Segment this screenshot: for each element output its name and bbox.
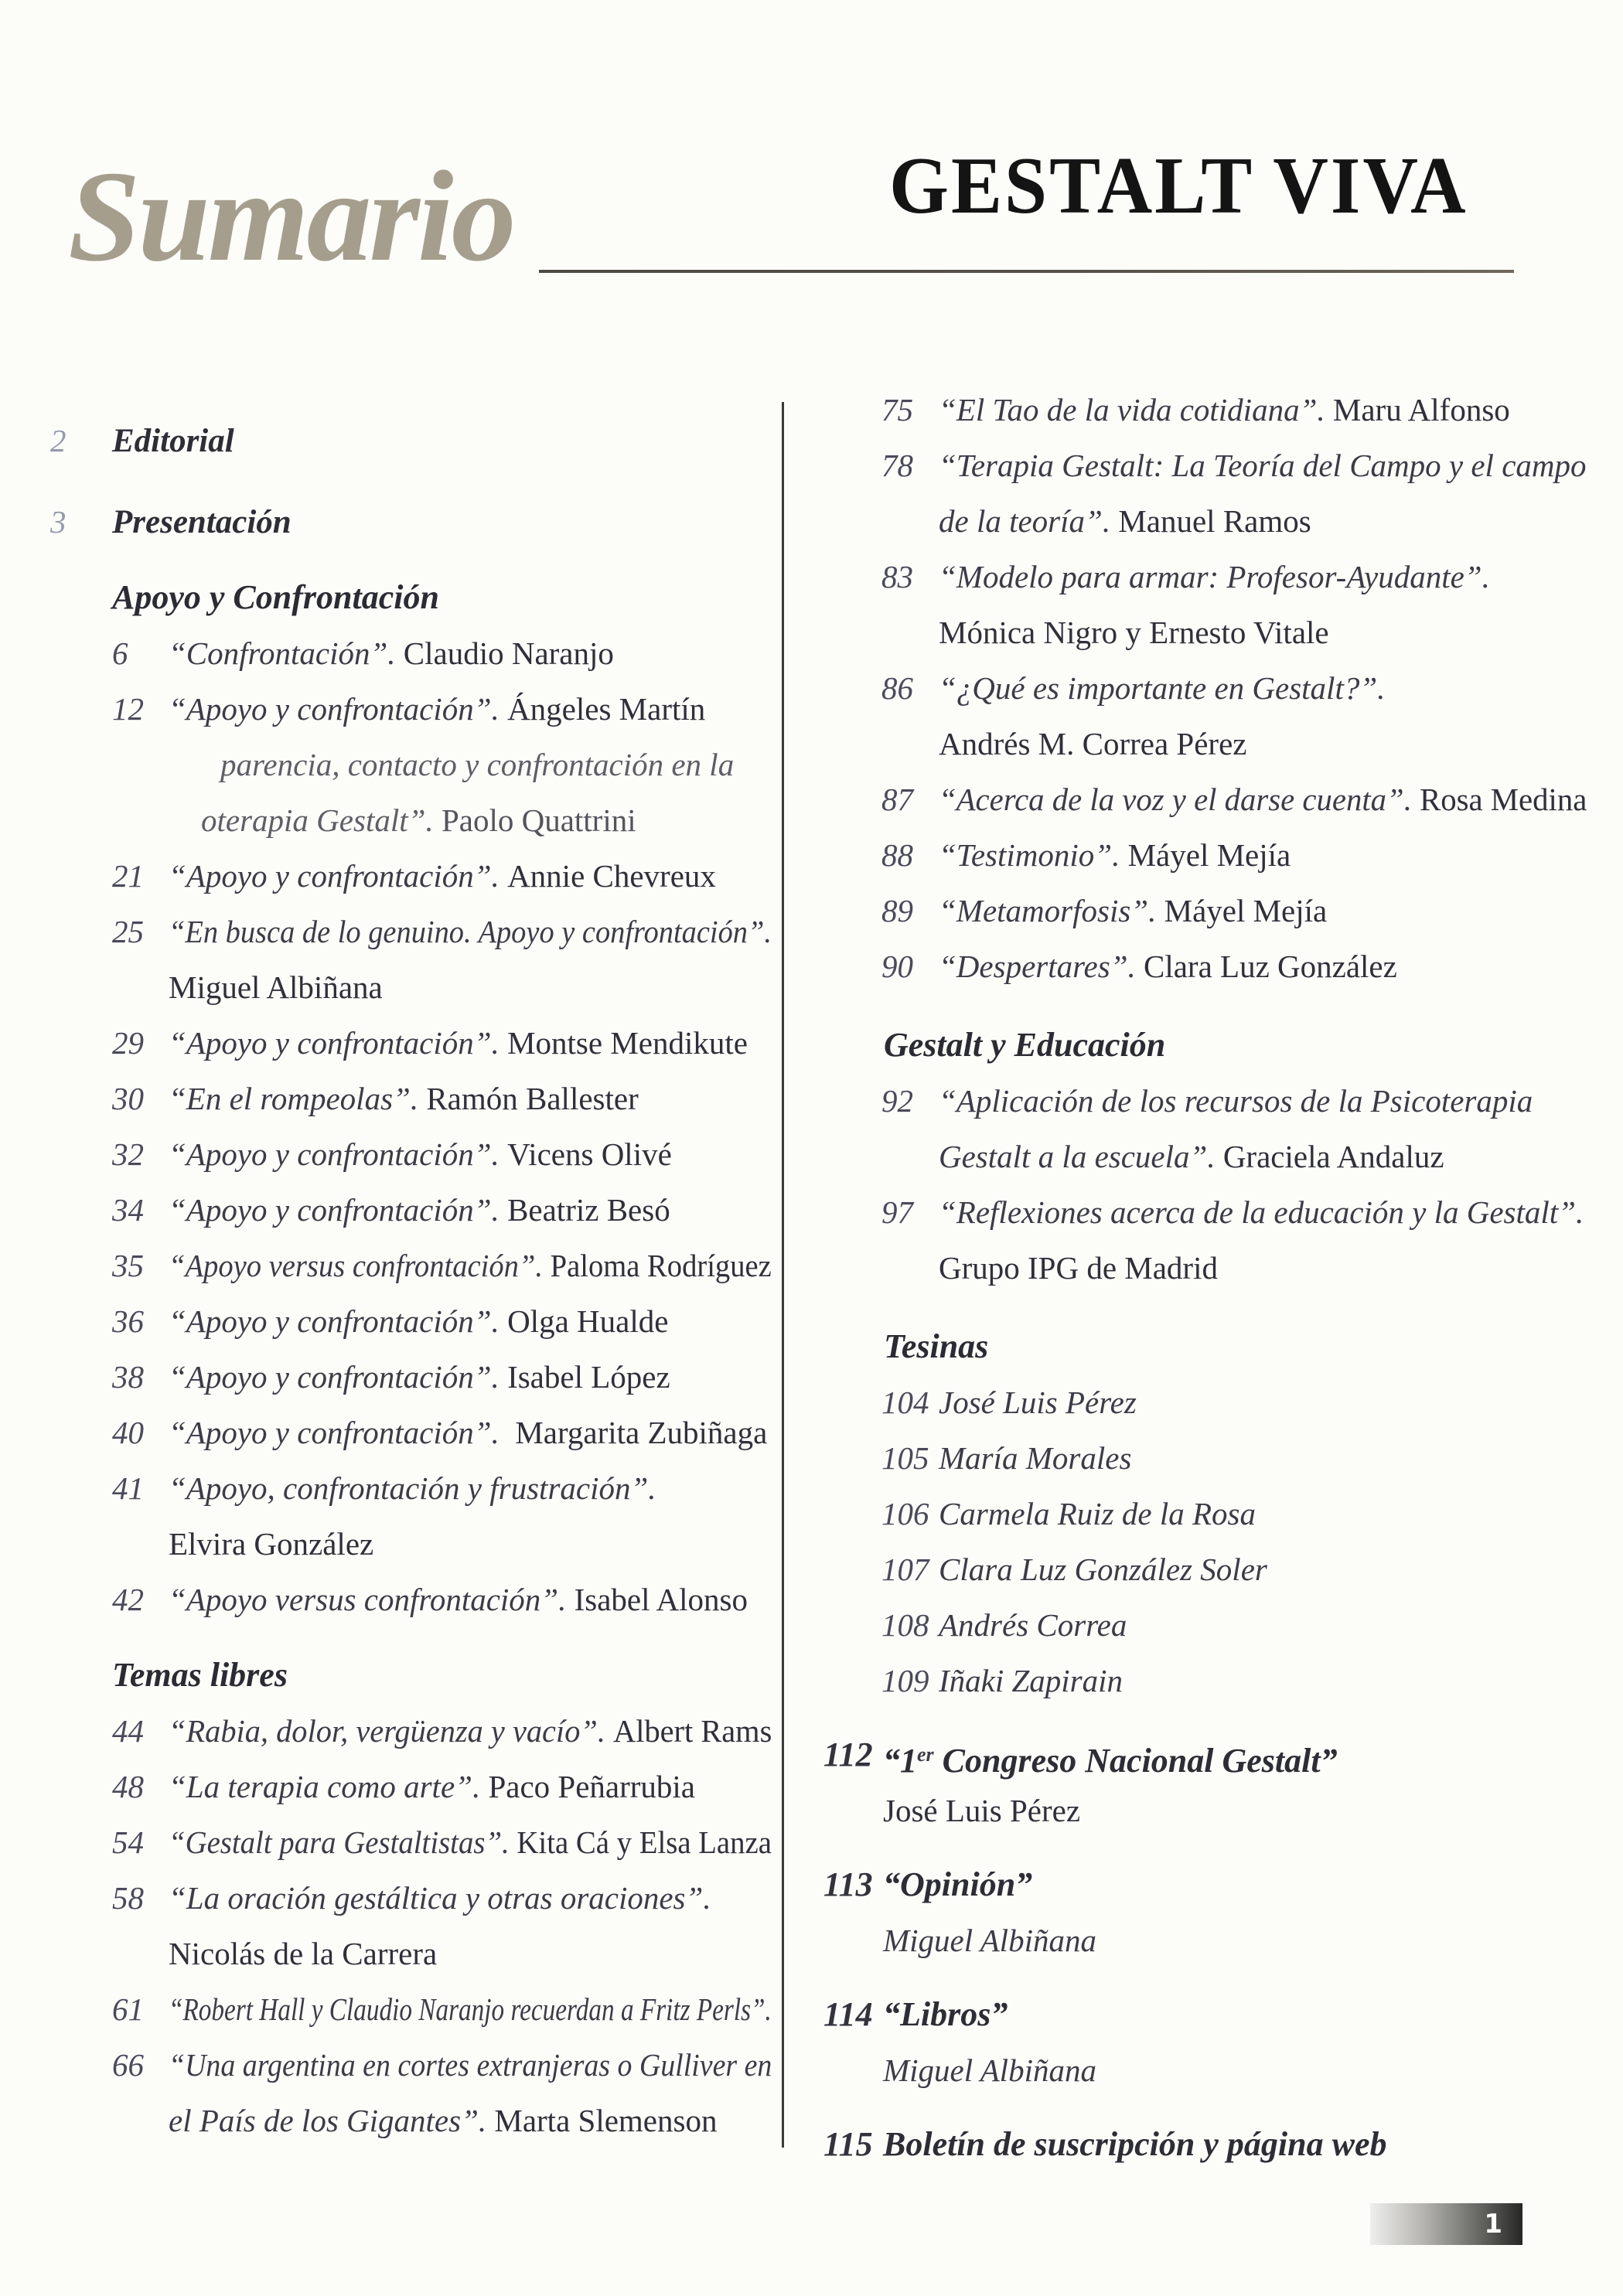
entry-line (883, 1727, 1338, 1789)
entry-line (939, 1430, 1131, 1486)
page-ref: 113 (823, 1865, 873, 1903)
entry-line (939, 938, 1397, 994)
article-author: Miguel Albiñana (169, 969, 383, 1005)
article-title: “Despertares”. (939, 949, 1144, 984)
section-header: Temas libres (112, 1656, 288, 1694)
entry-line (939, 1073, 1533, 1129)
entry-line (939, 549, 1490, 605)
entry-line (939, 716, 1246, 772)
page-ref: 34 (112, 1192, 144, 1228)
article-title: Boletín de suscripción y página web (883, 2125, 1387, 2163)
page-number: 1 (1484, 2209, 1502, 2240)
toc-entry (823, 1541, 1589, 1597)
page-ref: 61 (112, 1991, 144, 2027)
entry-line (883, 2117, 1386, 2172)
page-ref: 78 (881, 448, 913, 483)
page-ref: 114 (823, 1995, 873, 2033)
entry-line (939, 660, 1385, 716)
article-author: María Morales (939, 1440, 1132, 1476)
article-author: Ramón Ballester (426, 1081, 639, 1116)
page-ref: 108 (881, 1607, 929, 1643)
entry-line (883, 1913, 1096, 1968)
entry-line (169, 1981, 772, 2037)
article-author: Iñaki Zapirain (939, 1663, 1123, 1698)
toc-entry-row (939, 1240, 1589, 1296)
entry-line (883, 1987, 1008, 2042)
page-ref: 58 (112, 1880, 144, 1916)
article-author: Elvira González (169, 1526, 374, 1562)
article-title: “Apoyo y confrontación”. (169, 1192, 508, 1228)
toc-entry (823, 827, 1589, 883)
entry-line (939, 1375, 1137, 1430)
article-author: Miguel Albiñana (883, 2052, 1096, 2088)
toc-entry-row (881, 549, 1589, 605)
toc-entry (823, 1857, 1589, 1968)
toc-entry (50, 1870, 782, 1981)
entry-line (939, 883, 1327, 938)
entry-line (939, 1184, 1584, 1240)
toc-entry-row (881, 660, 1589, 716)
toc-entry (50, 904, 782, 1015)
page-ref: 21 (112, 858, 144, 894)
article-author: Marta Slemenson (494, 2103, 718, 2138)
toc-entry (50, 2037, 782, 2148)
toc-entry (823, 1727, 1589, 1838)
article-title: “Metamorfosis”. (939, 893, 1164, 928)
toc-entry-row (883, 1783, 1589, 1838)
toc-entry-row (112, 1126, 782, 1182)
toc-entry-row (169, 1516, 782, 1572)
entry-line (169, 1182, 670, 1238)
page-ref: 83 (881, 559, 913, 594)
page-ref: 40 (112, 1415, 144, 1450)
toc-entry (50, 1349, 782, 1405)
article-author: Manuel Ramos (1118, 503, 1311, 539)
front-matter-item (50, 494, 782, 550)
entry-line (220, 737, 734, 792)
entry-line (939, 1486, 1256, 1541)
toc-entry (50, 1405, 782, 1460)
toc-entry-row (201, 792, 782, 848)
entry-line (939, 1129, 1444, 1184)
page-ref: 32 (112, 1136, 144, 1172)
page-ref: 35 (112, 1248, 144, 1283)
page-ref: 25 (112, 914, 144, 949)
toc-entry-row (939, 716, 1589, 772)
toc-entry-row (112, 904, 782, 959)
entry-line (939, 438, 1587, 493)
toc-entry-row (112, 1015, 782, 1071)
article-author: Beatriz Besó (507, 1192, 670, 1228)
entry-line (169, 904, 772, 959)
toc-entry (823, 1987, 1589, 2098)
page-ref: 38 (112, 1359, 144, 1395)
article-title: “Apoyo y confrontación”. (169, 1025, 508, 1061)
front-matter-label: Editorial (112, 423, 234, 459)
article-author: Annie Chevreux (507, 858, 716, 894)
article-author: Paco Peñarrubia (488, 1769, 695, 1804)
page-ref: 29 (112, 1025, 144, 1061)
toc-entry-row (881, 883, 1589, 938)
article-title: “El Tao de la vida cotidiana”. (939, 392, 1333, 428)
entry-line (169, 1293, 668, 1349)
toc-entry-row (112, 848, 782, 904)
toc-entry (823, 382, 1589, 438)
toc-entry (50, 1460, 782, 1572)
toc-entry-row (823, 1987, 1589, 2042)
article-author: Maru Alfonso (1332, 392, 1510, 428)
toc-entry (823, 2117, 1589, 2172)
toc-entry-row (112, 681, 782, 737)
toc-entry (823, 1430, 1589, 1486)
article-author: Kita Cá y Elsa Lanza (517, 1824, 772, 1860)
toc-entry-row (823, 2117, 1589, 2172)
toc-entry-row (169, 2093, 782, 2148)
entry-line (169, 848, 716, 904)
page-ref: 66 (112, 2047, 144, 2083)
toc-entry-row (939, 605, 1589, 660)
page-ref: 115 (823, 2125, 873, 2163)
entry-line (169, 1703, 772, 1759)
article-author: Nicolás de la Carrera (169, 1936, 438, 1971)
toc-entry-row (881, 1375, 1589, 1430)
brand-logotype: GESTALT VIVA (889, 141, 1468, 231)
article-author: Margarita Zubiñaga (515, 1415, 768, 1450)
entry-line (169, 681, 705, 737)
toc-entry-row (881, 1486, 1589, 1541)
toc-entry-row (883, 2042, 1589, 2098)
article-title: oterapia Gestalt”. (201, 802, 442, 838)
entry-line (939, 1541, 1267, 1597)
article-author: Grupo IPG de Madrid (939, 1250, 1218, 1286)
toc-entry (50, 1759, 782, 1814)
toc-entry (50, 1126, 782, 1182)
article-author: Olga Hualde (507, 1303, 669, 1339)
toc-entry (50, 1703, 782, 1759)
page-ref: 104 (881, 1385, 929, 1420)
entry-line (939, 605, 1329, 660)
article-title: “Terapia Gestalt: La Teoría del Campo y el campo (939, 448, 1587, 483)
entry-line (939, 382, 1510, 438)
article-author: Isabel López (507, 1359, 670, 1395)
toc-entry-row (112, 1870, 782, 1926)
page-ref: 112 (823, 1736, 873, 1773)
entry-line (939, 1653, 1123, 1708)
toc-entry-row (881, 1073, 1589, 1129)
entry-line (169, 1870, 711, 1926)
article-author: Isabel Alonso (574, 1582, 748, 1617)
page-ref: 105 (881, 1440, 929, 1476)
article-title: “Apoyo y confrontación”. (169, 1303, 508, 1339)
toc-entry-row (112, 1814, 782, 1870)
page-ref: 30 (112, 1081, 144, 1116)
article-title: “1 (883, 1742, 917, 1780)
entry-line (169, 1405, 767, 1460)
page-ref: 107 (881, 1552, 929, 1587)
article-author: José Luis Pérez (883, 1793, 1081, 1828)
toc-entry-row (112, 2037, 782, 2093)
entry-line (939, 1240, 1218, 1296)
toc-entry (50, 1238, 782, 1293)
toc-entry-row (112, 1460, 782, 1516)
entry-line (169, 1071, 639, 1126)
article-title: Congreso Nacional Gestalt” (933, 1742, 1338, 1780)
article-author: Andrés Correa (939, 1607, 1127, 1643)
article-title: “Apoyo, confrontación y frustración”. (169, 1470, 656, 1506)
toc-entry-row (881, 1597, 1589, 1653)
toc-entry (50, 1015, 782, 1071)
article-title: “Apoyo y confrontación”. (169, 1136, 508, 1172)
toc-entry (823, 1597, 1589, 1653)
page-ref: 86 (881, 670, 913, 706)
page-ref: 92 (881, 1083, 913, 1119)
toc-entry-row (939, 1129, 1589, 1184)
article-title: “Apoyo y confrontación”. (169, 691, 508, 727)
toc-left-column (50, 413, 782, 2148)
ordinal-suffix: er (917, 1743, 934, 1766)
article-author: Clara Luz González (1144, 949, 1397, 984)
toc-entry (50, 1182, 782, 1238)
page-number-badge (1370, 2203, 1522, 2245)
toc-entry-row (881, 382, 1589, 438)
article-author: José Luis Pérez (939, 1385, 1137, 1420)
article-title: “Apoyo versus confrontación”. (169, 1248, 551, 1283)
entry-line (169, 625, 614, 681)
toc-entry-row (881, 1184, 1589, 1240)
toc-entry-row (112, 1293, 782, 1349)
article-author: Paolo Quattrini (441, 802, 636, 838)
article-title: “Apoyo y confrontación”. (169, 858, 508, 894)
toc-entry-row (881, 772, 1589, 827)
article-title: “Gestalt para Gestaltistas”. (169, 1824, 517, 1860)
toc-entry (50, 1814, 782, 1870)
front-matter-label: Presentación (112, 504, 292, 540)
article-author: Miguel Albiñana (883, 1923, 1096, 1958)
toc-entry (823, 1073, 1589, 1184)
page-ref: 41 (112, 1470, 144, 1506)
entry-line (169, 1015, 748, 1071)
toc-entry (823, 938, 1589, 994)
page-ref: 109 (881, 1663, 929, 1698)
toc-entry (823, 438, 1589, 549)
article-author: Mónica Nigro y Ernesto Vitale (939, 615, 1329, 650)
article-title: “Confrontación”. (169, 635, 404, 671)
page-ref: 48 (112, 1769, 144, 1804)
toc-entry (823, 549, 1589, 660)
entry-line (169, 1349, 670, 1405)
article-title: “Una argentina en cortes extranjeras o Gulliver en (169, 2047, 772, 2083)
toc-entry-row (881, 938, 1589, 994)
article-title: “Apoyo versus confrontación”. (169, 1582, 575, 1617)
toc-entry-row (112, 1071, 782, 1126)
page-ref: 75 (881, 392, 913, 428)
page-ref: 42 (112, 1582, 144, 1617)
toc-entry (823, 772, 1589, 827)
entry-line (169, 2093, 717, 2148)
toc-entry-row (939, 493, 1589, 549)
toc-right-column (823, 382, 1589, 2172)
article-title: “Rabia, dolor, vergüenza y vacío”. (169, 1713, 614, 1749)
article-author: Ángeles Martín (507, 691, 706, 727)
section-header: Tesinas (884, 1327, 989, 1365)
toc-entry-row (112, 1981, 782, 2037)
article-title: “Robert Hall y Claudio Naranjo recuerdan a Fritz Perls”. (169, 1991, 772, 2027)
toc-entry (50, 1293, 782, 1349)
article-title: “Aplicación de los recursos de la Psicoterapia (939, 1083, 1533, 1119)
article-author: Claudio Naranjo (403, 635, 614, 671)
toc-entry (823, 1184, 1589, 1296)
entry-line (169, 1516, 373, 1572)
toc-entry-row (112, 1182, 782, 1238)
article-author: Graciela Andaluz (1222, 1139, 1444, 1174)
entry-line (169, 1759, 695, 1814)
page-ref: 6 (112, 635, 128, 671)
toc-entry (50, 681, 782, 737)
toc-entry-row (823, 1857, 1589, 1913)
entry-line (169, 1926, 437, 1981)
article-title: “En el rompeolas”. (169, 1081, 427, 1116)
toc-entry-row (112, 625, 782, 681)
article-author: Andrés M. Correa Pérez (939, 726, 1247, 761)
toc-entry (823, 1375, 1589, 1430)
toc-entry (50, 848, 782, 904)
entry-line (201, 792, 636, 848)
page-ref: 106 (881, 1496, 929, 1531)
page-ref: 89 (881, 893, 913, 928)
page-ref: 2 (50, 423, 66, 458)
toc-entry-row (112, 1405, 782, 1460)
entry-line (169, 1238, 772, 1293)
toc-entry-row (112, 1703, 782, 1759)
page-title: Sumario (68, 145, 514, 288)
toc-entry-row (881, 1430, 1589, 1486)
column-divider (782, 402, 784, 2148)
toc-entry (823, 883, 1589, 938)
toc-entry (50, 625, 782, 681)
toc-entry-row (881, 1541, 1589, 1597)
page-ref: 36 (112, 1303, 144, 1339)
page-ref: 54 (112, 1824, 144, 1860)
entry-line (169, 959, 383, 1015)
page-ref: 44 (112, 1713, 144, 1749)
article-title: “Testimonio”. (939, 837, 1128, 873)
toc-entry-row (883, 1913, 1589, 1968)
page-ref: 97 (881, 1194, 913, 1230)
article-author: Carmela Ruiz de la Rosa (939, 1496, 1256, 1531)
toc-entry-row (169, 1926, 782, 1981)
article-title: “Apoyo y confrontación”. (169, 1415, 516, 1450)
article-title: “Reflexiones acerca de la educación y la Gestalt”. (939, 1194, 1584, 1230)
entry-line (939, 772, 1587, 827)
article-author: Rosa Medina (1420, 782, 1587, 817)
toc-entry (823, 1486, 1589, 1541)
section-header: Apoyo y Confrontación (112, 578, 439, 616)
entry-line (169, 1126, 672, 1182)
toc-entry (50, 1981, 782, 2037)
article-title: “Opinión” (883, 1865, 1033, 1903)
toc-entry-row (881, 827, 1589, 883)
toc-entry (50, 1572, 782, 1627)
toc-entry (823, 1653, 1589, 1708)
entry-line (939, 493, 1311, 549)
article-author: Máyel Mejía (1127, 837, 1291, 873)
article-title: “¿Qué es importante en Gestalt?”. (939, 670, 1386, 706)
entry-line (169, 2037, 772, 2093)
page-ref: 88 (881, 837, 913, 873)
toc-entry-row (881, 438, 1589, 493)
toc-entry-row (881, 1653, 1589, 1708)
article-title: el País de los Gigantes”. (169, 2103, 495, 2138)
entry-line (939, 827, 1291, 883)
toc-entry-row (112, 1238, 782, 1293)
entry-line (169, 1814, 772, 1870)
article-title: “Apoyo y confrontación”. (169, 1359, 508, 1395)
article-title: de la teoría”. (939, 503, 1119, 539)
article-title: “La terapia como arte”. (169, 1769, 489, 1804)
entry-line (883, 2042, 1096, 2098)
entry-line (169, 1460, 656, 1516)
page-ref: 12 (112, 691, 144, 727)
toc-entry (50, 737, 782, 848)
article-author: Albert Rams (613, 1713, 772, 1749)
toc-entry-row (220, 737, 782, 792)
article-author: Clara Luz González Soler (939, 1552, 1267, 1587)
article-title: Gestalt a la escuela”. (939, 1139, 1223, 1174)
article-author: Máyel Mejía (1164, 893, 1328, 928)
page-ref: 90 (881, 949, 913, 984)
article-title: “En busca de lo genuino. Apoyo y confrontación”. (169, 914, 772, 949)
toc-entry-row (112, 1572, 782, 1627)
toc-entry-row (112, 1759, 782, 1814)
entry-line (883, 1783, 1080, 1838)
page-ref: 87 (881, 782, 913, 817)
toc-entry-row (823, 1727, 1589, 1783)
entry-line (169, 1572, 748, 1627)
entry-line (883, 1857, 1032, 1913)
toc-entry-row (169, 959, 782, 1015)
article-author: Paloma Rodríguez (550, 1248, 772, 1283)
title-underline (539, 270, 1514, 273)
article-author: Vicens Olivé (507, 1136, 672, 1172)
toc-entry-row (112, 1349, 782, 1405)
article-title: “Acerca de la voz y el darse cuenta”. (939, 782, 1420, 817)
page-ref: 3 (50, 504, 66, 540)
entry-line (939, 1597, 1127, 1653)
article-title: “Libros” (883, 1995, 1008, 2033)
article-title: parencia, contacto y confrontación en la (220, 747, 735, 782)
article-title: “La oración gestáltica y otras oraciones”. (169, 1880, 711, 1916)
section-header: Gestalt y Educación (884, 1026, 1166, 1064)
toc-entry (823, 660, 1589, 772)
front-matter-item (50, 413, 782, 468)
toc-entry (50, 1071, 782, 1126)
article-title: “Modelo para armar: Profesor-Ayudante”. (939, 559, 1490, 594)
article-author: Montse Mendikute (507, 1025, 748, 1061)
